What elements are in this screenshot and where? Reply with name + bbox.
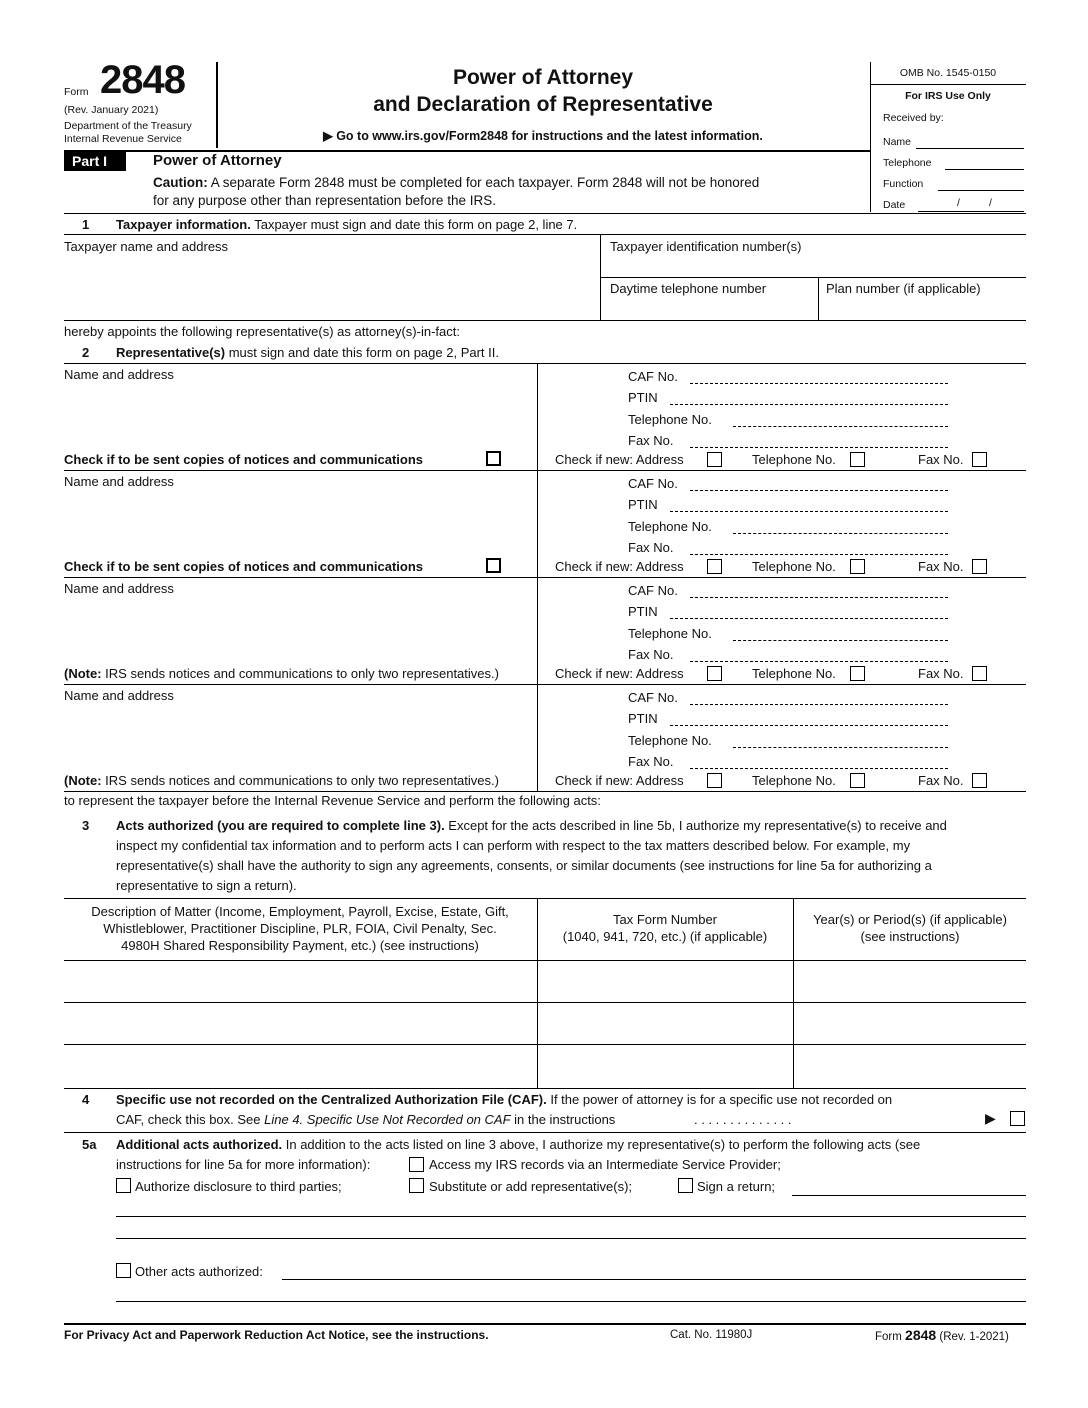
form-word: Form bbox=[64, 86, 89, 98]
omb-number: OMB No. 1545-0150 bbox=[899, 67, 997, 79]
daytime-phone-field[interactable] bbox=[602, 298, 816, 318]
line2-bold: Representative(s) bbox=[116, 345, 226, 360]
rep-caf-field[interactable] bbox=[690, 704, 948, 705]
plan-number-label: Plan number (if applicable) bbox=[826, 281, 981, 296]
col3-l1: Year(s) or Period(s) (if applicable) bbox=[813, 912, 1007, 927]
rep-caf-label: CAF No. bbox=[628, 369, 678, 384]
rep-telephone-label: Telephone No. bbox=[628, 519, 712, 534]
rep-name-address-field[interactable] bbox=[64, 597, 534, 661]
line1-number: 1 bbox=[82, 217, 90, 232]
other-acts-line-2[interactable] bbox=[116, 1301, 1026, 1302]
sign-return-label: Sign a return; bbox=[697, 1179, 776, 1194]
rep-check-new-address-label: Check if new: Address bbox=[555, 452, 684, 467]
line1-bold: Taxpayer information. bbox=[116, 217, 251, 232]
sign-return-line[interactable] bbox=[792, 1195, 1026, 1196]
rep-caf-label: CAF No. bbox=[628, 476, 678, 491]
substitute-checkbox[interactable] bbox=[409, 1178, 424, 1193]
rep-send-copies-label: Check if to be sent copies of notices and communications bbox=[64, 452, 424, 467]
taxpayer-name-address-label: Taxpayer name and address bbox=[64, 239, 229, 254]
rep-ptin-field[interactable] bbox=[670, 404, 948, 405]
form-number: 2848 bbox=[100, 58, 185, 102]
line3-bold: Acts authorized (you are required to complete line 3). bbox=[116, 818, 445, 833]
rep-name-address-field[interactable] bbox=[64, 704, 534, 768]
rep-telephone-field[interactable] bbox=[733, 747, 948, 748]
rep-check-new-telephone-label: Telephone No. bbox=[752, 452, 836, 467]
rep-check-new-fax-label: Fax No. bbox=[918, 452, 964, 467]
rep-new-address-checkbox[interactable] bbox=[707, 452, 722, 467]
rep-ptin-label: PTIN bbox=[628, 711, 658, 726]
description-cell[interactable] bbox=[64, 1003, 536, 1044]
rep-check-new-fax-label: Fax No. bbox=[918, 773, 964, 788]
rep-telephone-field[interactable] bbox=[733, 640, 948, 641]
rep-new-fax-checkbox[interactable] bbox=[972, 559, 987, 574]
rep-name-address-field[interactable] bbox=[64, 383, 534, 447]
rep-check-new-telephone-label: Telephone No. bbox=[752, 773, 836, 788]
line3-text3: representative(s) shall have the authority to sign any agreements, consents, or similar documents (see instructions for line 5a for authorizing a bbox=[116, 858, 932, 873]
year-period-cell[interactable] bbox=[794, 961, 1026, 1002]
irs-date-label: Date bbox=[883, 199, 906, 211]
rep-new-address-checkbox[interactable] bbox=[707, 666, 722, 681]
rep-ptin-field[interactable] bbox=[670, 511, 948, 512]
rep-new-fax-checkbox[interactable] bbox=[972, 452, 987, 467]
rep-bottom-rule bbox=[64, 791, 1026, 792]
footer-rev: (Rev. 1-2021) bbox=[939, 1331, 1009, 1343]
line2-rule bbox=[64, 363, 1026, 364]
plan-number-field[interactable] bbox=[820, 298, 1024, 318]
rep-caf-field[interactable] bbox=[690, 597, 948, 598]
rep-caf-field[interactable] bbox=[690, 490, 948, 491]
col2-l2: (1040, 941, 720, etc.) (if applicable) bbox=[562, 929, 768, 944]
rep-ptin-label: PTIN bbox=[628, 497, 658, 512]
description-cell[interactable] bbox=[64, 1045, 536, 1087]
col2-l1: Tax Form Number bbox=[612, 912, 718, 927]
rep-new-telephone-checkbox[interactable] bbox=[850, 666, 865, 681]
rep-check-new-fax-label: Fax No. bbox=[918, 559, 964, 574]
taxpayer-tin-field[interactable] bbox=[602, 256, 1024, 276]
isp-access-checkbox[interactable] bbox=[409, 1157, 424, 1172]
description-cell[interactable] bbox=[64, 961, 536, 1002]
rep-new-fax-checkbox[interactable] bbox=[972, 773, 987, 788]
rep-check-new-address-label: Check if new: Address bbox=[555, 773, 684, 788]
rep-new-telephone-checkbox[interactable] bbox=[850, 559, 865, 574]
rep-fax-label: Fax No. bbox=[628, 433, 674, 448]
caution-line2: for any purpose other than representation before the IRS. bbox=[153, 193, 496, 208]
caution-text1: A separate Form 2848 must be completed for each taxpayer. Form 2848 will not be honored bbox=[207, 175, 760, 190]
rep-check-new-address-label: Check if new: Address bbox=[555, 559, 684, 574]
rep-bottom-rule bbox=[64, 470, 1026, 471]
line2-number: 2 bbox=[82, 345, 90, 360]
line4-a: CAF, check this box. See bbox=[116, 1112, 265, 1127]
substitute-label: Substitute or add representative(s); bbox=[429, 1179, 633, 1194]
line1-heading bbox=[116, 217, 577, 232]
line2-text: must sign and date this form on page 2, Part II. bbox=[225, 345, 499, 360]
rep-col-divider bbox=[537, 684, 538, 791]
omb-rule bbox=[870, 84, 1026, 85]
rep-fax-field[interactable] bbox=[690, 768, 948, 769]
rep-note-bold: (Note: bbox=[64, 666, 102, 681]
rep-check-new-telephone-label: Telephone No. bbox=[752, 559, 836, 574]
line4-specific-use-checkbox[interactable] bbox=[1010, 1111, 1025, 1126]
col3-l2: (see instructions) bbox=[860, 929, 960, 944]
line3-table-bottom bbox=[64, 1088, 1026, 1089]
irs-function-line[interactable] bbox=[938, 190, 1024, 191]
rep-telephone-label: Telephone No. bbox=[628, 626, 712, 641]
date-slash-1: / bbox=[957, 197, 960, 209]
line3-text4: representative to sign a return). bbox=[116, 878, 297, 893]
rep-note-text: IRS sends notices and communications to only two representatives.) bbox=[101, 773, 499, 788]
rep-name-address-label: Name and address bbox=[64, 688, 174, 703]
rep-new-telephone-checkbox[interactable] bbox=[850, 773, 865, 788]
to-represent-text: to represent the taxpayer before the Internal Revenue Service and perform the following acts: bbox=[64, 793, 601, 808]
part-title: Power of Attorney bbox=[153, 152, 282, 169]
rep-name-address-label: Name and address bbox=[64, 474, 174, 489]
line5a-bold: Additional acts authorized. bbox=[116, 1137, 283, 1152]
part-label: Part I bbox=[72, 153, 108, 169]
rep-ptin-field[interactable] bbox=[670, 618, 948, 619]
other-acts-checkbox[interactable] bbox=[116, 1263, 131, 1278]
irs-telephone-line[interactable] bbox=[945, 169, 1024, 170]
rep-check-new-telephone-label: Telephone No. bbox=[752, 666, 836, 681]
form-revision: (Rev. January 2021) bbox=[64, 104, 159, 116]
line1-rule bbox=[64, 234, 1026, 235]
caution-bottom-rule bbox=[64, 213, 1026, 214]
line3-paragraph bbox=[116, 816, 1026, 896]
line3-number: 3 bbox=[82, 818, 90, 833]
rep-fax-label: Fax No. bbox=[628, 754, 674, 769]
rep-name-address-field[interactable] bbox=[64, 490, 534, 554]
rep-new-fax-checkbox[interactable] bbox=[972, 666, 987, 681]
rep-check-new-fax-label: Fax No. bbox=[918, 666, 964, 681]
line4-bold: Specific use not recorded on the Centralized Authorization File (CAF). bbox=[116, 1092, 547, 1107]
footer-form-id bbox=[875, 1327, 1009, 1343]
tax-form-cell[interactable] bbox=[538, 961, 792, 1002]
date-slash-2: / bbox=[989, 197, 992, 209]
line4-rest: If the power of attorney is for a specific use not recorded on bbox=[546, 1092, 893, 1107]
year-period-cell[interactable] bbox=[794, 1003, 1026, 1044]
line1-text: Taxpayer must sign and date this form on page 2, line 7. bbox=[250, 217, 578, 232]
line5a-text2: instructions for line 5a for more information): bbox=[116, 1157, 371, 1172]
line5a-blank-line-2[interactable] bbox=[116, 1238, 1026, 1239]
rep-telephone-label: Telephone No. bbox=[628, 412, 712, 427]
rep-ptin-label: PTIN bbox=[628, 390, 658, 405]
rep-note-label bbox=[64, 773, 499, 788]
rep-telephone-field[interactable] bbox=[733, 426, 948, 427]
rep-bottom-rule bbox=[64, 577, 1026, 578]
rep-fax-field[interactable] bbox=[690, 554, 948, 555]
form-title-line2: and Declaration of Representative bbox=[373, 93, 713, 116]
col1-l2: Whistleblower, Practitioner Discipline, PLR, FOIA, Civil Penalty, Sec. bbox=[103, 921, 497, 936]
line4-italic: Line 4. Specific Use Not Recorded on CAF bbox=[264, 1112, 511, 1127]
irs-function-label: Function bbox=[883, 178, 924, 190]
rep-name-address-label: Name and address bbox=[64, 581, 174, 596]
rep-caf-label: CAF No. bbox=[628, 690, 678, 705]
line5a-rest: In addition to the acts listed on line 3 above, I authorize my representative(s) to perform the following acts (see bbox=[282, 1137, 921, 1152]
line4-number: 4 bbox=[82, 1092, 90, 1107]
rep-fax-label: Fax No. bbox=[628, 540, 674, 555]
rep-new-telephone-checkbox[interactable] bbox=[850, 452, 865, 467]
line4-text1 bbox=[116, 1092, 892, 1107]
rep-caf-label: CAF No. bbox=[628, 583, 678, 598]
arrow-right-icon: ▶ bbox=[985, 1110, 996, 1126]
rep-telephone-field[interactable] bbox=[733, 533, 948, 534]
line5a-blank-line-1[interactable] bbox=[116, 1216, 1026, 1217]
privacy-notice: For Privacy Act and Paperwork Reduction Act Notice, see the instructions. bbox=[64, 1328, 489, 1342]
rep-new-address-checkbox[interactable] bbox=[707, 773, 722, 788]
other-acts-label: Other acts authorized: bbox=[135, 1264, 263, 1279]
rep-fax-field[interactable] bbox=[690, 447, 948, 448]
col1-l3: 4980H Shared Responsibility Payment, etc.) (see instructions) bbox=[121, 938, 479, 953]
line3-table-top bbox=[64, 898, 1026, 899]
taxpayer-name-address-field[interactable] bbox=[64, 256, 598, 318]
dept-treasury: Department of the Treasury bbox=[64, 120, 192, 132]
sign-return-checkbox[interactable] bbox=[678, 1178, 693, 1193]
line4-text2 bbox=[116, 1112, 615, 1127]
instructions-link-text: ▶ Go to www.irs.gov/Form2848 for instructions and the latest information. bbox=[323, 129, 763, 143]
irs-name: Internal Revenue Service bbox=[64, 133, 182, 145]
line5a-text1 bbox=[116, 1137, 920, 1152]
form-title-line1: Power of Attorney bbox=[452, 66, 634, 89]
col-tax-form-header bbox=[538, 911, 792, 945]
disclosure-checkbox[interactable] bbox=[116, 1178, 131, 1193]
taxpayer-tin-label: Taxpayer identification number(s) bbox=[610, 239, 802, 254]
part-label-box bbox=[64, 152, 126, 171]
line4-bottom-rule bbox=[64, 1132, 1026, 1133]
rep-note-bold: (Note: bbox=[64, 773, 102, 788]
year-period-cell[interactable] bbox=[794, 1045, 1026, 1087]
rep-send-copies-checkbox[interactable] bbox=[486, 451, 501, 466]
isp-access-label: Access my IRS records via an Intermediate Service Provider; bbox=[429, 1157, 781, 1172]
tax-form-cell[interactable] bbox=[538, 1003, 792, 1044]
rep-name-address-label: Name and address bbox=[64, 367, 174, 382]
rep-fax-field[interactable] bbox=[690, 661, 948, 662]
rep-ptin-field[interactable] bbox=[670, 725, 948, 726]
irs-date-line[interactable] bbox=[918, 211, 1024, 212]
phone-plan-divider bbox=[818, 277, 819, 320]
rep-bottom-rule bbox=[64, 684, 1026, 685]
appoints-text: hereby appoints the following representative(s) as attorney(s)-in-fact: bbox=[64, 324, 460, 339]
irs-name-label: Name bbox=[883, 136, 912, 148]
footer-rule bbox=[64, 1323, 1026, 1325]
line3-text2: inspect my confidential tax information and to perform acts I can perform with respect to the tax matters described below. For example, my bbox=[116, 838, 911, 853]
irs-name-line[interactable] bbox=[916, 148, 1024, 149]
rep-send-copies-label: Check if to be sent copies of notices and communications bbox=[64, 559, 424, 574]
rep-send-copies-checkbox[interactable] bbox=[486, 558, 501, 573]
line1-bottom-rule bbox=[64, 320, 1026, 321]
col-year-header bbox=[794, 911, 1026, 945]
daytime-phone-label: Daytime telephone number bbox=[610, 281, 767, 296]
rep-fax-label: Fax No. bbox=[628, 647, 674, 662]
line4-leader-dots: . . . . . . . . . . . . . . bbox=[694, 1112, 792, 1127]
line3-text1: Except for the acts described in line 5b, I authorize my representative(s) to receive and bbox=[444, 818, 947, 833]
irs-use-only: For IRS Use Only bbox=[905, 90, 991, 102]
received-by-label: Received by: bbox=[883, 112, 944, 124]
col-description-header bbox=[64, 903, 536, 954]
rep-note-text: IRS sends notices and communications to only two representatives.) bbox=[101, 666, 499, 681]
caution-line1 bbox=[153, 175, 759, 190]
disclosure-label: Authorize disclosure to third parties; bbox=[135, 1179, 342, 1194]
line4-b: in the instructions bbox=[510, 1112, 616, 1127]
line5a-number: 5a bbox=[82, 1137, 97, 1152]
rep-col-divider bbox=[537, 363, 538, 470]
rep-check-new-address-label: Check if new: Address bbox=[555, 666, 684, 681]
rep-telephone-label: Telephone No. bbox=[628, 733, 712, 748]
rep-caf-field[interactable] bbox=[690, 383, 948, 384]
line2-heading bbox=[116, 345, 499, 360]
rep-col-divider bbox=[537, 577, 538, 684]
rep-ptin-label: PTIN bbox=[628, 604, 658, 619]
irs-telephone-label: Telephone bbox=[883, 157, 932, 169]
other-acts-line[interactable] bbox=[282, 1279, 1026, 1280]
rep-col-divider bbox=[537, 470, 538, 577]
tax-form-cell[interactable] bbox=[538, 1045, 792, 1087]
footer-form-number: 2848 bbox=[905, 1327, 937, 1343]
rep-new-address-checkbox[interactable] bbox=[707, 559, 722, 574]
col1-l1: Description of Matter (Income, Employment, Payroll, Excise, Estate, Gift, bbox=[91, 904, 509, 919]
footer-form-word: Form bbox=[875, 1331, 902, 1343]
caution-bold: Caution: bbox=[153, 175, 208, 190]
rep-note-label bbox=[64, 666, 499, 681]
tin-rule bbox=[600, 277, 1026, 278]
catalog-number: Cat. No. 11980J bbox=[670, 1329, 753, 1341]
